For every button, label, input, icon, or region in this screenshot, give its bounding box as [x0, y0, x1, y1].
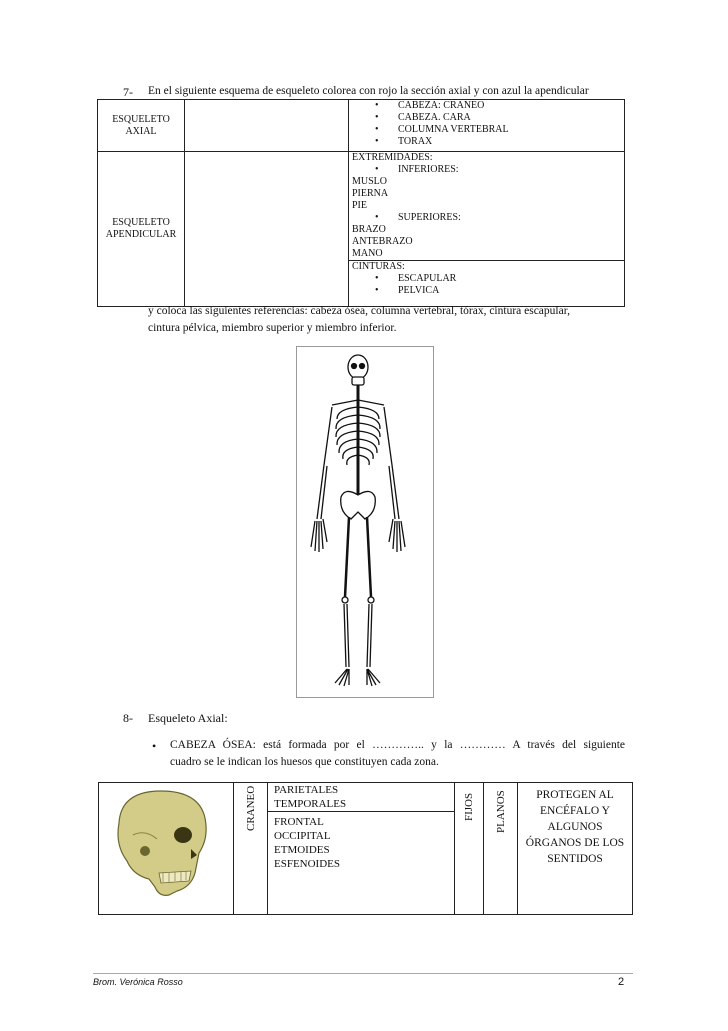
footer-author: Brom. Verónica Rosso	[93, 977, 183, 987]
cabeza-osea-table	[98, 782, 633, 915]
cint-item: • ESCAPULAR	[352, 273, 624, 285]
planos-cell	[484, 783, 518, 915]
bone-item: ETMOIDES	[274, 844, 330, 856]
apendicular-label-cell	[98, 152, 185, 307]
page-number: 2	[618, 976, 625, 988]
axial-label-line1: ESQUELETO	[112, 113, 170, 125]
sup-item: BRAZO	[352, 224, 386, 235]
skeleton-sections-table	[97, 99, 625, 307]
axial-label-cell	[98, 100, 185, 152]
bone-item: ESFENOIDES	[274, 858, 341, 870]
inf-item: MUSLO	[352, 176, 388, 187]
question-8-title: Esqueleto Axial:	[148, 711, 228, 725]
sup-item: MANO	[352, 248, 383, 259]
apendicular-blank-cell	[185, 152, 349, 307]
axial-list-cell	[349, 100, 625, 152]
cinturas-cell	[349, 261, 625, 307]
cinturas-heading: CINTURAS:	[352, 261, 405, 272]
skull-image-cell	[99, 783, 234, 915]
bone-item: FRONTAL	[274, 816, 324, 828]
cabeza-osea-line2: cuadro se le indican los huesos que constituyen cada zona.	[170, 756, 439, 768]
bones-top-cell	[268, 783, 455, 812]
bone-item: TEMPORALES	[274, 798, 347, 810]
fijos-cell	[455, 783, 484, 915]
planos-label: PLANOS	[494, 790, 507, 833]
skeleton-figure	[296, 346, 434, 698]
footer-rule	[93, 973, 633, 974]
extremidades-cell	[349, 152, 625, 261]
skull-illustration	[99, 783, 229, 903]
references-line2: cintura pélvica, miembro superior y miembro inferior.	[148, 322, 397, 334]
question-7-number: 7-	[123, 85, 133, 99]
inferiores-heading: • INFERIORES:	[352, 164, 624, 176]
axial-item: • TORAX	[352, 136, 624, 148]
function-cell	[518, 783, 633, 915]
function-text: PROTEGEN AL ENCÉFALO Y ALGUNOS ÓRGANOS DE LOS SENTIDOS	[525, 789, 625, 865]
bone-item: OCCIPITAL	[274, 830, 331, 842]
axial-blank-cell	[185, 100, 349, 152]
axial-item: • CABEZA: CRANEO	[352, 100, 624, 112]
craneo-label: CRANEO	[244, 785, 257, 831]
bones-bottom-cell	[268, 812, 455, 915]
question-8-number: 8-	[123, 711, 133, 725]
fijos-label: FIJOS	[463, 792, 475, 821]
inf-item: PIERNA	[352, 188, 389, 199]
apendicular-label-line2: APENDICULAR	[105, 229, 177, 240]
axial-item: • COLUMNA VERTEBRAL	[352, 124, 624, 136]
sup-item: ANTEBRAZO	[352, 236, 413, 247]
bone-item: PARIETALES	[274, 784, 339, 796]
craneo-cell	[234, 783, 268, 915]
bullet: •	[152, 739, 157, 753]
question-7-text: En el siguiente esquema de esqueleto colorea con rojo la sección axial y con azul la apendicular	[148, 85, 589, 97]
superiores-heading: • SUPERIORES:	[352, 212, 624, 224]
extremidades-heading: EXTREMIDADES:	[352, 152, 433, 163]
skeleton-illustration	[297, 347, 433, 697]
cabeza-osea-line1: CABEZA ÓSEA: está formada por el ………….. y la ………… A través del siguiente	[170, 739, 625, 751]
inf-item: PIE	[352, 200, 367, 211]
references-line1: y coloca las siguientes referencias: cabeza ósea, columna vertebral, tórax, cintura escapular,	[148, 305, 570, 317]
apendicular-label-line1: ESQUELETO	[112, 217, 170, 228]
cint-item: • PELVICA	[352, 285, 624, 297]
axial-label-line2: AXIAL	[125, 125, 157, 137]
axial-item: • CABEZA. CARA	[352, 112, 624, 124]
